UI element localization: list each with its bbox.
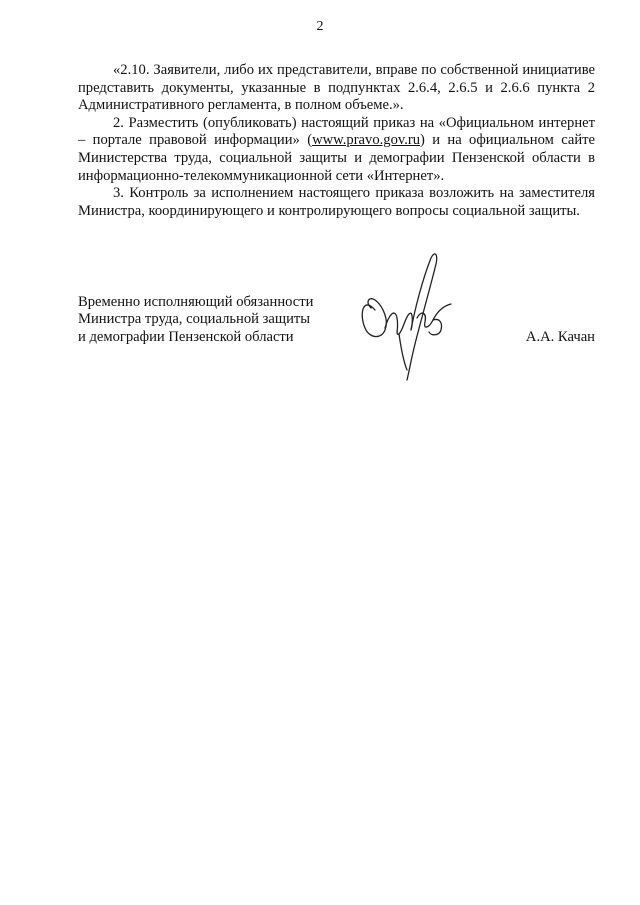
page-number: 2 (316, 19, 324, 34)
pravo-link[interactable]: www.pravo.gov.ru (312, 132, 421, 149)
signatory-position (78, 294, 313, 346)
document-body (78, 62, 595, 220)
paragraph-control: 3. Контроль за исполнением настоящего приказа возложить на заместителя Министра, координирующего и контролирующего вопросы социальной защиты. (78, 185, 595, 219)
position-line-3: и демографии Пензенской области (78, 328, 294, 345)
position-line-1: Временно исполняющий обязанности (78, 294, 314, 310)
paragraph-publication (78, 115, 595, 185)
paragraph-2-10: «2.10. Заявители, либо их представители, вправе по собственной инициативе представить документы, указанные в подпунктах 2.6.4, 2.6.5 и 2.6.6 пункта 2 Административного регламента, в полном объеме.». (78, 62, 595, 114)
position-line-2: Министра труда, социальной защиты (78, 311, 311, 328)
paragraph-publication-text-start: 2. Разместить (опубликовать) настоящий приказ на «Официальном интернет – портале правовой информации» ( (78, 114, 595, 149)
handwritten-signature (355, 248, 470, 383)
paragraph-publication-text-end: ) и на официальном сайте Министерства труда, социальной защиты и демографии Пензенской области в информационно-телекоммуникационной сети «Интернет». (78, 132, 595, 184)
signatory-name: А.А. Качан (525, 329, 595, 345)
